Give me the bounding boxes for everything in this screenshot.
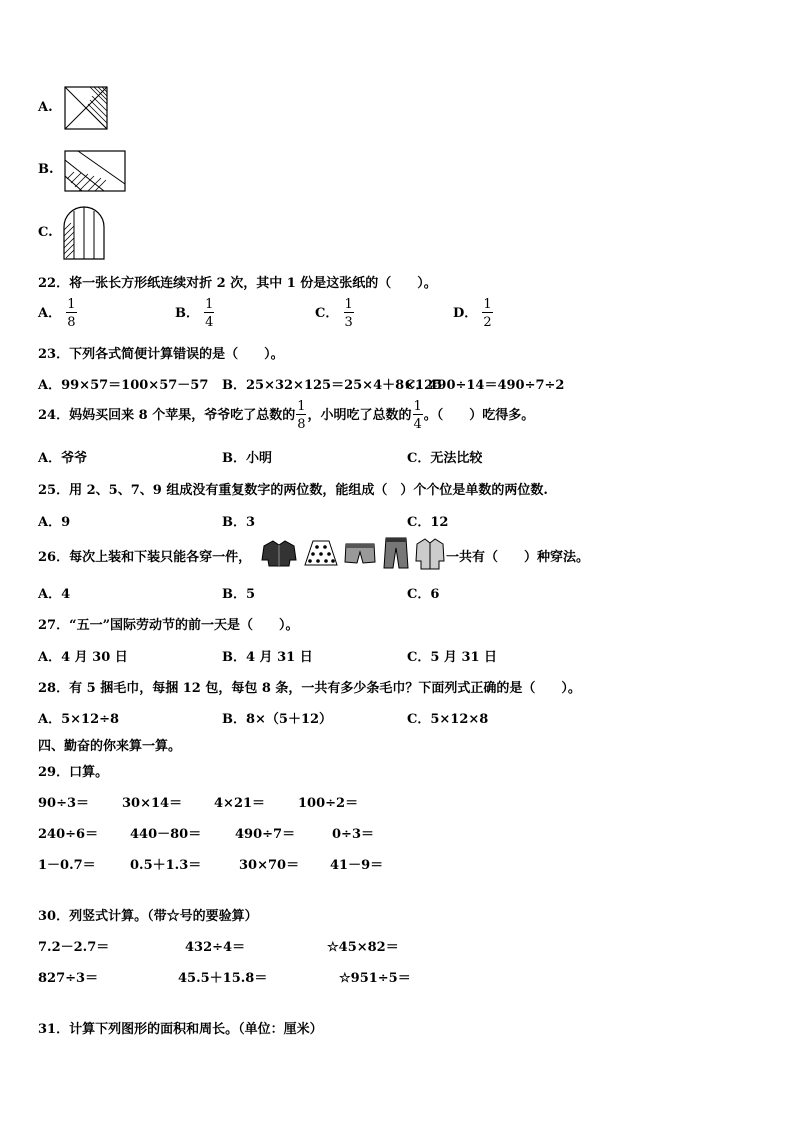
q29-item: 1－0.7＝ <box>38 858 96 873</box>
q26-option-b: B．5 <box>222 587 256 602</box>
q29-item: 240÷6＝ <box>38 827 99 842</box>
fraction-denominator: 2 <box>483 315 492 330</box>
shorts-icon <box>343 540 377 566</box>
q29-item: 490÷7＝ <box>235 827 296 842</box>
q30-item: ☆951÷5＝ <box>339 971 411 986</box>
fraction-denominator: 8 <box>67 315 76 330</box>
q21-option-a-label: A. <box>38 100 53 115</box>
q22-option-b <box>175 298 215 329</box>
fraction-numerator: 1 <box>483 297 492 312</box>
q29-item: 440－80＝ <box>130 827 202 842</box>
coat-icon <box>415 537 445 570</box>
fraction-denominator: 4 <box>413 417 422 432</box>
q28-option-b: B．8×（5＋12） <box>222 712 333 727</box>
q29-item: 30×70＝ <box>239 858 300 873</box>
q22-option-b-fraction <box>204 298 214 329</box>
q22-option-d-label: D． <box>453 306 478 321</box>
q22-stem: 22．将一张长方形纸连续对折 2 次，其中 1 份是这张纸的（ ）。 <box>38 276 437 291</box>
fraction-numerator: 1 <box>297 399 306 414</box>
q29-item: 90÷3＝ <box>38 796 90 811</box>
fraction-denominator: 3 <box>344 315 353 330</box>
q26-option-a: A．4 <box>38 587 71 602</box>
fraction-numerator: 1 <box>67 297 76 312</box>
q24-fraction-grandpa <box>296 400 306 431</box>
q22-option-c <box>315 298 355 329</box>
q22-option-a <box>38 298 78 329</box>
q30-item: 45.5＋15.8＝ <box>178 971 268 986</box>
q29-stem: 29．口算。 <box>38 765 109 780</box>
q25-option-c: C．12 <box>407 515 449 530</box>
q22-option-a-fraction <box>66 298 76 329</box>
q22-option-b-label: B． <box>175 306 199 321</box>
q21-figure-a <box>64 86 108 130</box>
q25-option-b: B．3 <box>222 515 256 530</box>
q28-option-a: A．5×12÷8 <box>38 712 120 727</box>
q29-item: 100÷2＝ <box>298 796 359 811</box>
q21-option-c-label: C. <box>38 225 53 240</box>
q23-option-a: A．99×57＝100×57－57 <box>38 378 209 393</box>
q26-stem-part1: 26．每次上装和下装只能各穿一件， <box>38 550 252 565</box>
q28-option-c: C．5×12×8 <box>407 712 489 727</box>
q26-option-c: C．6 <box>407 587 440 602</box>
fraction-numerator: 1 <box>205 297 214 312</box>
fraction-denominator: 4 <box>205 315 214 330</box>
jacket-icon <box>261 538 297 568</box>
q29-item: 0÷3＝ <box>332 827 374 842</box>
q22-option-a-label: A． <box>38 306 62 321</box>
q21-figure-b <box>64 150 126 192</box>
q21-figure-c <box>63 206 105 260</box>
fraction-numerator: 1 <box>344 297 353 312</box>
q24-stem-part2: ，小明吃了总数的 <box>307 408 412 423</box>
q24-stem <box>38 400 534 431</box>
q29-item: 0.5＋1.3＝ <box>130 858 202 873</box>
q24-option-c: C．无法比较 <box>407 451 483 466</box>
q23-option-b: B．25×32×125＝25×4＋8×125 <box>222 378 443 393</box>
q30-item: ☆45×82＝ <box>327 940 399 955</box>
q24-option-a: A．爷爷 <box>38 451 88 466</box>
q21-option-b-label: B. <box>38 162 54 177</box>
q22-option-d-fraction <box>482 298 492 329</box>
trousers-icon <box>382 536 410 570</box>
fraction-numerator: 1 <box>413 399 422 414</box>
q28-stem: 28．有 5 捆毛巾，每捆 12 包，每包 8 条，一共有多少条毛巾？下面列式正确的是（ ）。 <box>38 681 581 696</box>
q30-item: 827÷3＝ <box>38 971 99 986</box>
section-4-heading: 四、勤奋的你来算一算。 <box>38 739 182 754</box>
q29-item: 30×14＝ <box>122 796 183 811</box>
polka-dot-skirt-icon <box>303 538 339 568</box>
q23-option-c: C．490÷14＝490÷7÷2 <box>405 378 565 393</box>
q25-option-a: A．9 <box>38 515 71 530</box>
q30-stem: 30．列竖式计算。（带☆号的要验算） <box>38 909 258 924</box>
q26-stem-part2: 一共有（ ）种穿法。 <box>446 550 590 565</box>
q22-option-d <box>453 298 494 329</box>
q31-stem: 31．计算下列图形的面积和周长。（单位：厘米） <box>38 1022 323 1037</box>
q27-option-c: C．5 月 31 日 <box>407 650 498 665</box>
q30-item: 432÷4＝ <box>185 940 246 955</box>
q27-stem: 27．“五一”国际劳动节的前一天是（ ）。 <box>38 618 299 633</box>
q23-stem: 23．下列各式简便计算错误的是（ ）。 <box>38 347 284 362</box>
q27-option-a: A．4 月 30 日 <box>38 650 128 665</box>
fraction-denominator: 8 <box>297 417 306 432</box>
q24-stem-part3: 。（ ）吃得多。 <box>423 408 535 423</box>
q27-option-b: B．4 月 31 日 <box>222 650 313 665</box>
q22-option-c-fraction <box>344 298 354 329</box>
q24-option-b: B．小明 <box>222 451 272 466</box>
q24-stem-part1: 24．妈妈买回来 8 个苹果，爷爷吃了总数的 <box>38 408 296 423</box>
q24-fraction-xiaoming <box>413 400 423 431</box>
q25-stem: 25．用 2、5、7、9 组成没有重复数字的两位数，能组成（ ）个个位是单数的两位数. <box>38 483 548 498</box>
q22-option-c-label: C． <box>315 306 339 321</box>
q29-item: 4×21＝ <box>214 796 266 811</box>
q30-item: 7.2－2.7＝ <box>38 940 110 955</box>
q29-item: 41－9＝ <box>330 858 384 873</box>
